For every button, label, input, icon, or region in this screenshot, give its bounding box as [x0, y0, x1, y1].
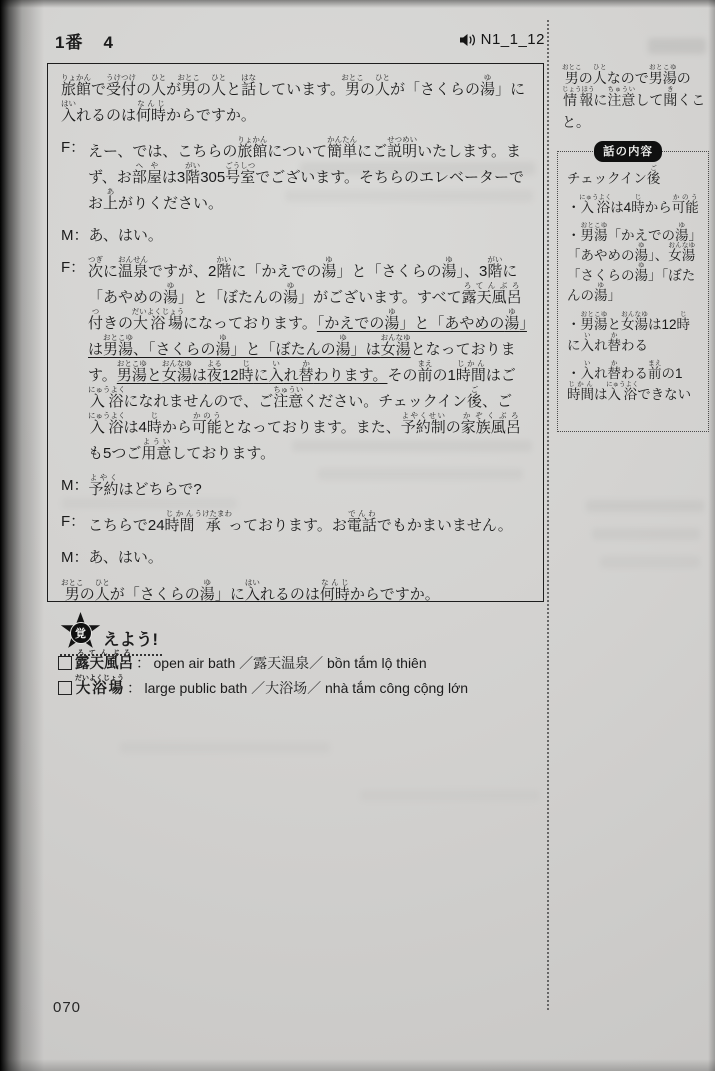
summary-point: ・入浴にゅうよくは4時じから可能かのう: [567, 193, 699, 215]
summary-title: チェックイン後ご: [567, 165, 661, 186]
vocab-heading-text: えよう!: [103, 631, 158, 649]
utterance-text: あ、はい。: [88, 227, 163, 244]
bleedthrough: [586, 500, 704, 512]
bleedthrough: [120, 742, 330, 753]
dialogue-turn: [61, 135, 528, 217]
page-number: 070: [53, 999, 82, 1016]
bleedthrough: [648, 38, 706, 54]
speaker-label: F：: [61, 139, 86, 156]
vocab-definition: open air bath ／露天温泉／ bồn tắm lộ thiên: [153, 655, 427, 671]
content-badge: 話の内容: [594, 141, 662, 162]
content-summary-box: [557, 151, 709, 432]
summary-point: ・男湯おとこゆと女湯おんなゆは12時じに入いれ替かわる: [567, 310, 691, 353]
vocab-term: 大浴場だいよくじょう: [75, 675, 124, 697]
speaker-label: F：: [61, 513, 86, 530]
vocab-definition: large public bath ／大浴场／ nhà tắm công cộng lớn: [144, 680, 469, 696]
utterance-text: あ、はい。: [88, 549, 163, 566]
book-spine-shadow: [0, 0, 44, 1071]
summary-points: [567, 194, 701, 405]
vocab-separator: ：: [127, 681, 142, 697]
dialogue-turn: [61, 473, 528, 503]
checkbox-icon: [58, 656, 72, 670]
dialogue-turn: [61, 509, 528, 539]
star-kanji: 覚: [70, 622, 92, 644]
dialogue-turns: [61, 135, 528, 571]
speaker-icon: [459, 33, 477, 47]
page-edge-right: [708, 0, 715, 1071]
situation-sentence: 旅館りょかんで受付うけつけの人ひとが男おとこの人ひとと話はなしています。男おとこの人ひとが「さくらの湯ゆ」に入はいれるのは何時なんじからですか。: [61, 73, 526, 124]
audio-track-label: [430, 31, 545, 48]
bleedthrough: [360, 790, 540, 801]
page-edge-top: [0, 0, 715, 8]
question-number: 1番: [55, 33, 84, 52]
column-separator: [547, 20, 549, 1010]
bleedthrough: [592, 528, 700, 540]
star-icon: [60, 612, 101, 651]
checkbox-icon: [58, 681, 72, 695]
speaker-label: F：: [61, 259, 86, 276]
final-question: 男おとこの人ひとが「さくらの湯ゆ」に入はいれるのは何時なんじからですか。: [61, 578, 440, 602]
answer-number: 4: [103, 33, 113, 52]
page-edge-bottom: [0, 1059, 715, 1071]
listening-hint-note: 男おとこの人ひとなので男湯おとこゆの情報じょうほうに注意ちゅういして聞きくこと。: [562, 64, 706, 130]
dialogue-turn: [61, 545, 528, 571]
bleedthrough: [600, 556, 700, 568]
vocab-term: 露天風呂ろてんぶろ: [75, 650, 133, 672]
speaker-label: M：: [61, 549, 89, 566]
utterance-text: 予約よやくはどちらで?: [88, 473, 202, 498]
utterance-text: 次つぎに温泉おんせんですが、2階かいに「かえでの湯ゆ」と「さくらの湯ゆ」、3階がいに「あやめの湯ゆ」と「ぼたんの湯ゆ」がございます。すべて露天風呂付ろてんぶろつきの大浴場だいよくじょうになっております。「かえでの湯ゆ」と「あやめの湯ゆ」は男湯おとこゆ、「さくらの湯ゆ」と「ぼたんの湯ゆ」は女湯おんなゆとなっております。男湯おとこゆと女湯おんなゆは夜よる12時じに入いれ替かわります。その前まえの1時間じかんはご入浴にゅうよくになれませんので、ご注意ちゅういください。チェックイン後ご、ご入浴にゅうよくは4時じから可能かのうとなっております。また、予約制よやくせいの家族風呂かぞくぶろも5つご用意よういしております。: [88, 255, 527, 462]
audio-file-name: N1_1_12: [480, 31, 545, 48]
utterance-text: こちらで24時間じかん承うけたまわっております。お電話でんわでもかまいません。: [88, 509, 513, 534]
speaker-label: M：: [61, 227, 89, 244]
dialogue-script-box: [47, 63, 544, 602]
utterance-text: えー、では、こちらの旅館りょかんについて簡単かんたんにご説明せつめいいたします。まず、お部屋へやは3階がい305号室ごうしつでございます。そちらのエレベーターでお上あがりください。: [88, 135, 525, 212]
speaker-label: M：: [61, 477, 89, 494]
vocab-item: [58, 650, 528, 675]
vocab-item: [58, 675, 528, 700]
vocab-list: [58, 650, 528, 700]
dialogue-turn: [61, 223, 528, 249]
question-header: [55, 28, 113, 53]
summary-point: ・入いれ替かわる前まえの1時間じかんは入浴にゅうよくできない: [567, 360, 692, 402]
vocab-separator: ：: [136, 656, 151, 672]
summary-point: ・男湯おとこゆ「かえでの湯ゆ」「あやめの湯ゆ」、女湯おんなゆ「さくらの湯ゆ」「ぼたんの湯ゆ」: [567, 222, 696, 303]
dialogue-turn: [61, 255, 528, 467]
